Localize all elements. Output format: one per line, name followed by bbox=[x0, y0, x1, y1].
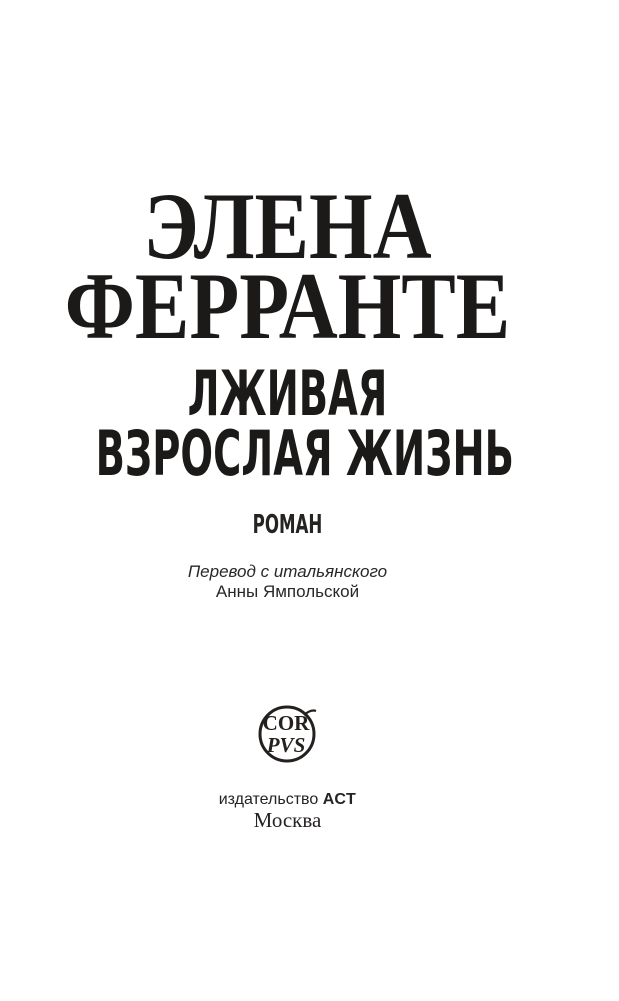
translation-credit bbox=[0, 562, 597, 602]
corpus-logo-icon bbox=[238, 697, 338, 777]
translator-name: Анны Ямпольской bbox=[215, 582, 360, 601]
corpus-publisher-logo bbox=[238, 697, 338, 777]
author-name-line1: ЭЛЕНА bbox=[143, 173, 432, 279]
book-title-line1: ЛЖИВАЯ bbox=[187, 357, 388, 430]
translation-credit-line1: Перевод с итальянского bbox=[187, 562, 388, 581]
book-title-line2: ВЗРОСЛАЯ ЖИЗНЬ bbox=[95, 417, 514, 490]
author-name bbox=[21, 173, 553, 359]
publication-city: Москва bbox=[253, 808, 322, 832]
author-name-line2: ФЕРРАНТЕ bbox=[64, 253, 511, 359]
publisher-prefix: издательство bbox=[218, 791, 319, 808]
genre-label: РОМАН bbox=[252, 510, 323, 540]
publisher-name: АСТ bbox=[322, 791, 357, 808]
logo-text-top: COR bbox=[262, 711, 310, 735]
book-title bbox=[95, 357, 514, 490]
logo-text-bottom: PVS bbox=[266, 733, 306, 757]
publisher-imprint bbox=[0, 790, 597, 810]
